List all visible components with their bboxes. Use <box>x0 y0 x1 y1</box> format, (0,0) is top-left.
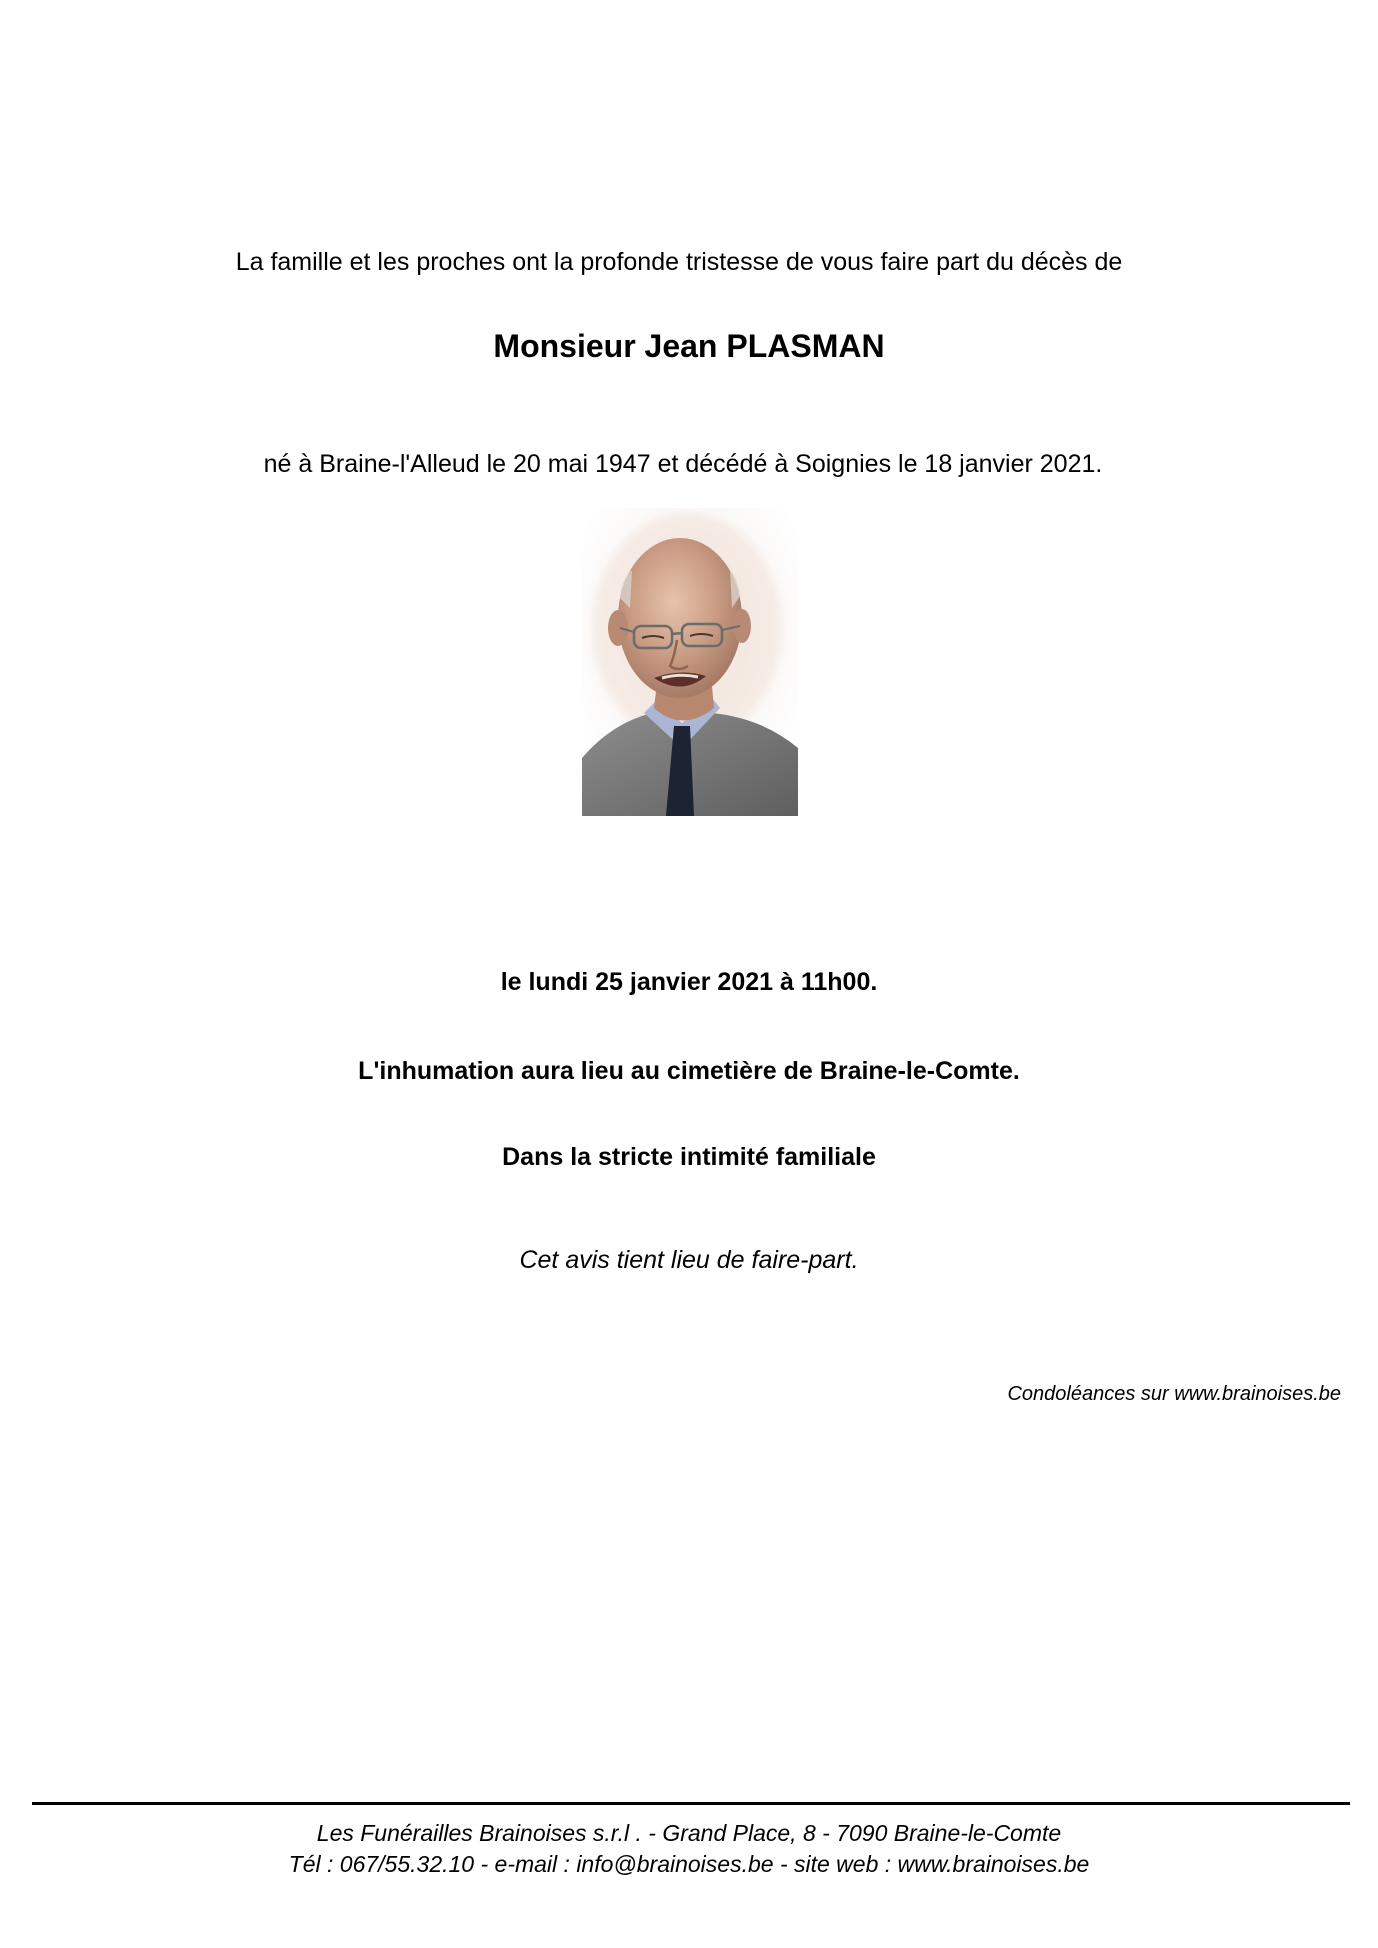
condolences-text: Condoléances sur www.brainoises.be <box>1007 1383 1341 1405</box>
footer-contact: Tél : 067/55.32.10 - e-mail : info@brainoises.be - site web : www.brainoises.be <box>288 1851 1090 1877</box>
birth-death-text: né à Braine-l'Alleud le 20 mai 1947 et décédé à Soignies le 18 janvier 2021. <box>263 450 1103 478</box>
privacy-text: Dans la stricte intimité familiale <box>502 1143 876 1171</box>
footer-divider <box>32 1802 1350 1805</box>
portrait-photo <box>582 508 798 816</box>
intro-text: La famille et les proches ont la profonde tristesse de vous faire part du décès de <box>235 248 1123 276</box>
notice-text: Cet avis tient lieu de faire-part. <box>519 1246 859 1274</box>
burial-text: L'inhumation aura lieu au cimetière de Braine-le-Comte. <box>358 1057 1020 1085</box>
deceased-name: Monsieur Jean PLASMAN <box>493 328 885 364</box>
footer-address: Les Funérailles Brainoises s.r.l . - Grand Place, 8 - 7090 Braine-le-Comte <box>316 1820 1062 1846</box>
ceremony-date: le lundi 25 janvier 2021 à 11h00. <box>500 968 878 996</box>
